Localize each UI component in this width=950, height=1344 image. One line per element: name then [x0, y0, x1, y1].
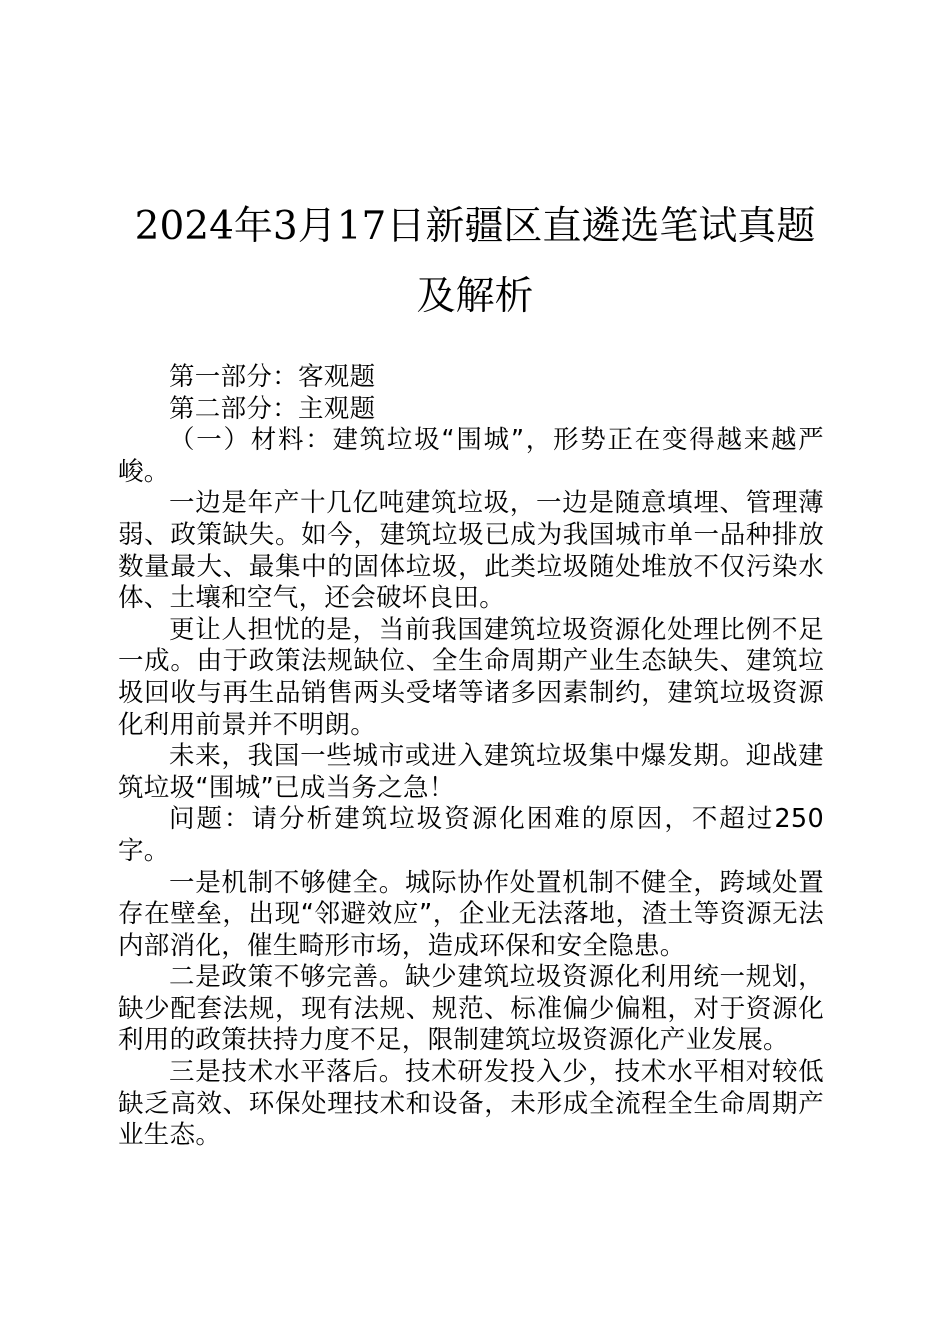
question: 问题：请分析建筑垃圾资源化困难的原因，不超过250字。	[118, 804, 824, 866]
material-heading: （一）材料：建筑垃圾“围城”，形势正在变得越来越严峻。	[118, 425, 824, 487]
answer-point: 一是机制不够健全。城际协作处置机制不健全，跨域处置存在壁垒，出现“邻避效应”，企业无法落地，渣土等资源无法内部消化，催生畸形市场，造成环保和安全隐患。	[118, 867, 824, 961]
paragraph: 未来，我国一些城市或进入建筑垃圾集中爆发期。迎战建筑垃圾“围城”已成当务之急！	[118, 741, 824, 803]
section-heading-subjective: 第二部分：主观题	[169, 393, 376, 424]
paragraph: 更让人担忧的是，当前我国建筑垃圾资源化处理比例不足一成。由于政策法规缺位、全生命周期产业生态缺失、建筑垃圾回收与再生品销售两头受堵等诸多因素制约，建筑垃圾资源化利用前景并不明朗。	[118, 614, 824, 740]
section-heading-objective: 第一部分：客观题	[169, 362, 376, 392]
paragraph: 一边是年产十几亿吨建筑垃圾，一边是随意填埋、管理薄弱、政策缺失。如今，建筑垃圾已成为我国城市单一品种排放数量最大、最集中的固体垃圾，此类垃圾随处堆放不仅污染水体、土壤和空气，还会破坏良田。	[118, 488, 824, 614]
document-body	[118, 362, 824, 1152]
answer-point: 三是技术水平落后。技术研发投入少，技术水平相对较低缺乏高效、环保处理技术和设备，未形成全流程全生命周期产业生态。	[118, 1057, 824, 1151]
answer-point: 二是政策不够完善。缺少建筑垃圾资源化利用统一规划，缺少配套法规，现有法规、规范、标准偏少偏粗，对于资源化利用的政策扶持力度不足，限制建筑垃圾资源化产业发展。	[118, 962, 824, 1056]
document-title: 2024年3月17日新疆区直遴选笔试真题及解析	[134, 204, 816, 319]
